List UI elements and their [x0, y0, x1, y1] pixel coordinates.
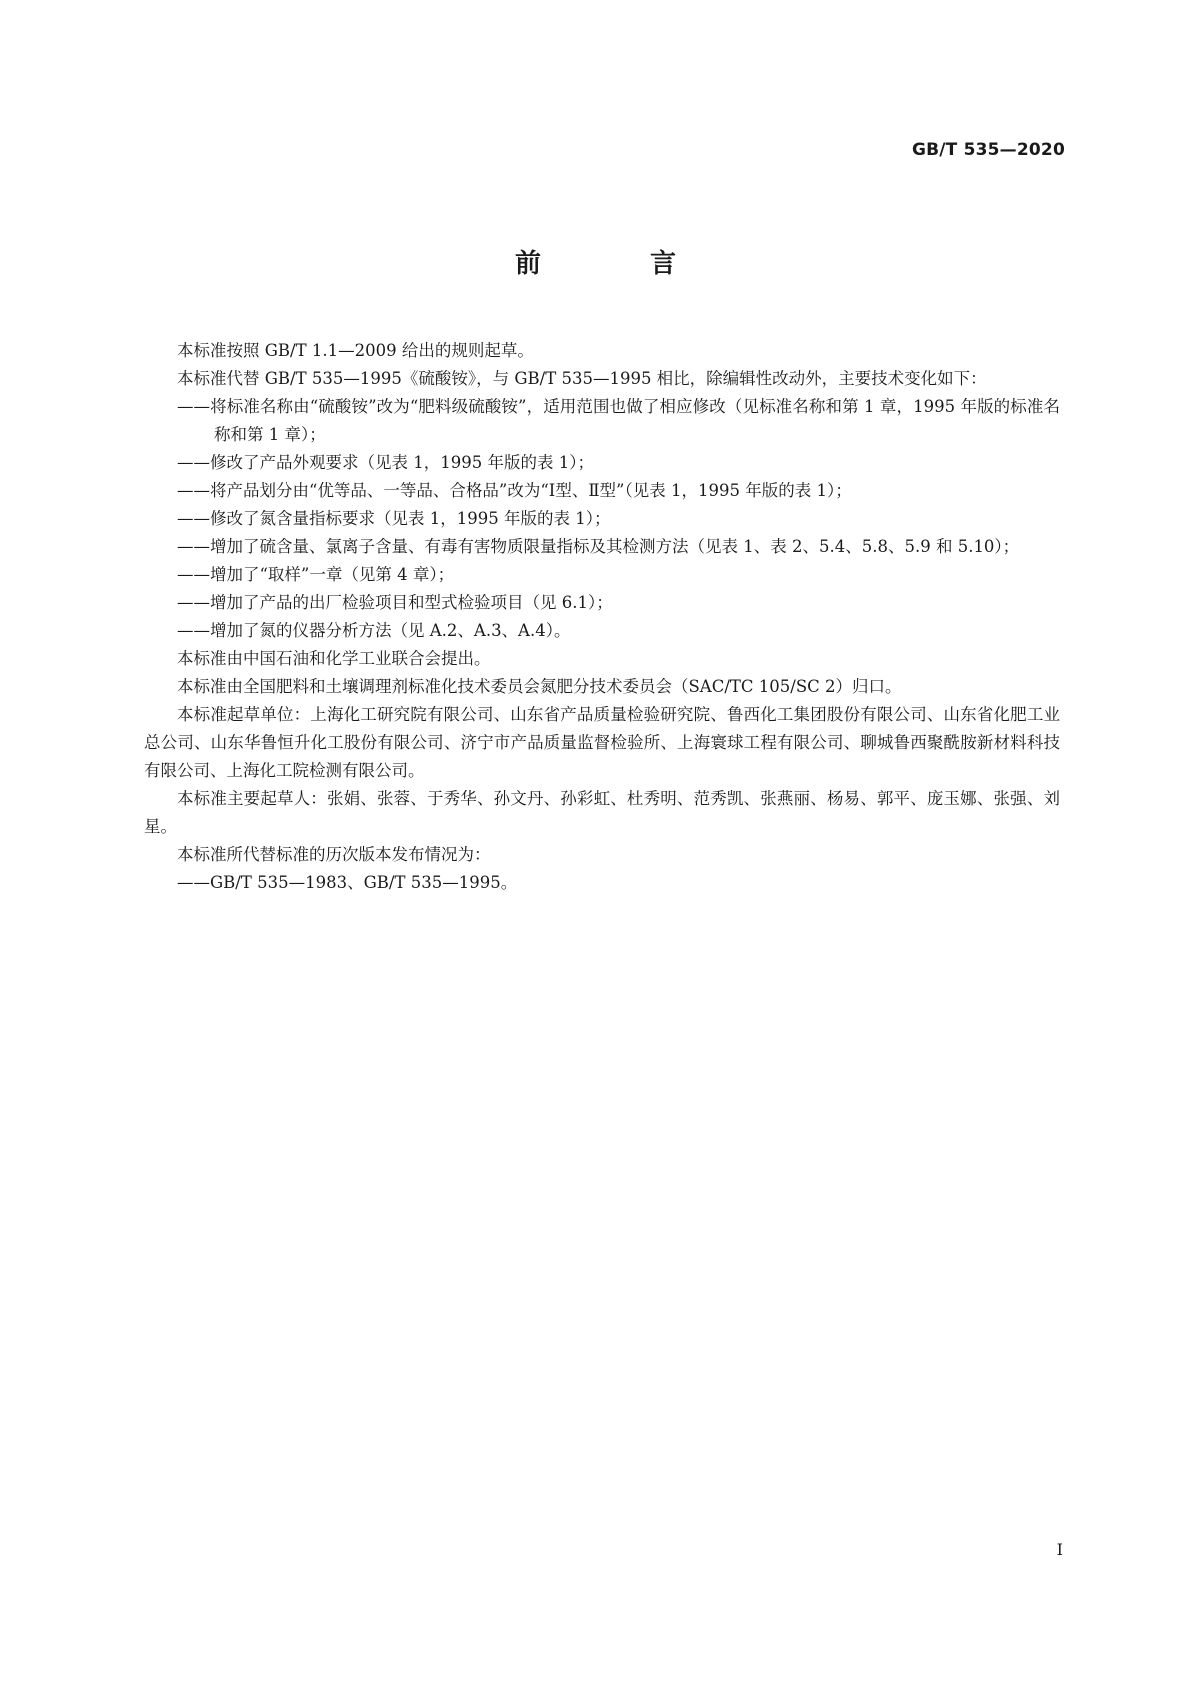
foreword-body: [144, 337, 1060, 897]
list-item: ——GB/T 535—1983、GB/T 535—1995。: [177, 873, 518, 892]
paragraph-proposer: 本标准由中国石油和化学工业联合会提出。: [177, 649, 491, 668]
paragraph-drafting-units: 本标准起草单位：上海化工研究院有限公司、山东省产品质量检验研究院、鲁西化工集团股份有限公司、山东省化肥工业总公司、山东华鲁恒升化工股份有限公司、济宁市产品质量监督检验所、上海寰球工程有限公司、聊城鲁西聚酰胺新材料科技有限公司、上海化工院检测有限公司。: [144, 705, 1060, 780]
list-item: ——将产品划分由“优等品、一等品、合格品”改为“Ⅰ型、Ⅱ型”（见表 1，1995 年版的表 1）；: [177, 481, 852, 500]
list-item: ——修改了氮含量指标要求（见表 1，1995 年版的表 1）；: [177, 509, 611, 528]
paragraph-committee: 本标准由全国肥料和土壤调理剂标准化技术委员会氮肥分技术委员会（SAC/TC 105/SC 2）归口。: [177, 677, 902, 696]
paragraph-replacement: 本标准代替 GB/T 535—1995《硫酸铵》，与 GB/T 535—1995 相比，除编辑性改动外，主要技术变化如下：: [177, 369, 987, 388]
paragraph-version-history: 本标准所代替标准的历次版本发布情况为：: [177, 845, 491, 864]
list-item: ——增加了氮的仪器分析方法（见 A.2、A.3、A.4）。: [177, 621, 571, 640]
standard-code: GB/T 535—2020: [911, 140, 1065, 160]
list-item: ——增加了产品的出厂检验项目和型式检验项目（见 6.1）；: [177, 593, 613, 612]
list-item: ——增加了“取样”一章（见第 4 章）；: [177, 565, 455, 584]
list-item: ——将标准名称由“硫酸铵”改为“肥料级硫酸铵”，适用范围也做了相应修改（见标准名称和第 1 章，1995 年版的标准名称和第 1 章）；: [177, 397, 1060, 444]
page-number: I: [1056, 1540, 1063, 1559]
list-item: ——增加了硫含量、氯离子含量、有毒有害物质限量指标及其检测方法（见表 1、表 2、5.4、5.8、5.9 和 5.10）；: [177, 537, 1020, 556]
page-title: 前 言: [514, 249, 727, 279]
list-item: ——修改了产品外观要求（见表 1，1995 年版的表 1）；: [177, 453, 594, 472]
paragraph-drafters: 本标准主要起草人：张娟、张蓉、于秀华、孙文丹、孙彩虹、杜秀明、范秀凯、张燕丽、杨易、郭平、庞玉娜、张强、刘星。: [144, 789, 1060, 836]
paragraph-drafting-rules: 本标准按照 GB/T 1.1—2009 给出的规则起草。: [177, 341, 534, 360]
